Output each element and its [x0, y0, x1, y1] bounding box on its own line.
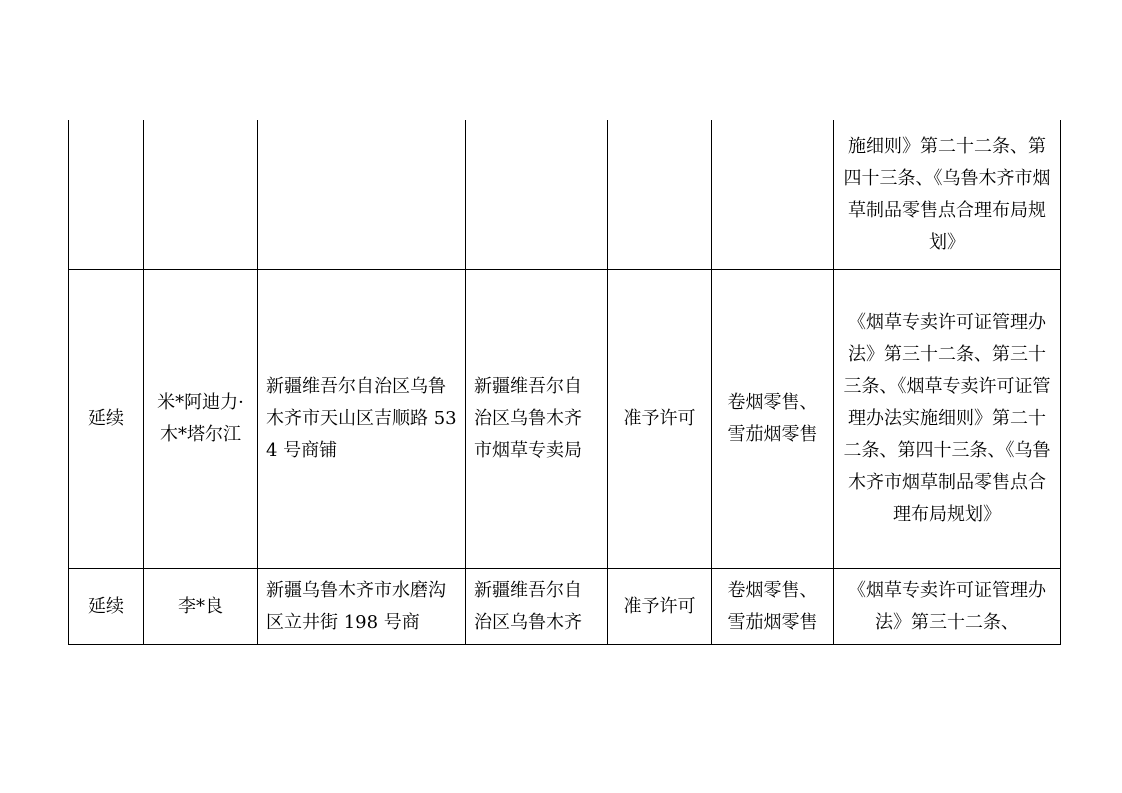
decision-cell: 准予许可	[608, 270, 712, 569]
authority-cell	[466, 120, 608, 270]
scope-cell	[712, 120, 834, 270]
scope-cell: 卷烟零售、雪茄烟零售	[712, 569, 834, 645]
authority-cell: 新疆维吾尔自治区乌鲁木齐	[466, 569, 608, 645]
authority-cell: 新疆维吾尔自治区乌鲁木齐市烟草专卖局	[466, 270, 608, 569]
type-cell	[69, 120, 144, 270]
address-cell: 新疆维吾尔自治区乌鲁木齐市天山区吉顺路 534 号商铺	[258, 270, 466, 569]
name-cell: 李*良	[144, 569, 258, 645]
decision-cell: 准予许可	[608, 569, 712, 645]
name-cell	[144, 120, 258, 270]
scope-cell: 卷烟零售、雪茄烟零售	[712, 270, 834, 569]
license-table	[68, 120, 1061, 645]
table-row	[69, 270, 1061, 569]
table-row	[69, 120, 1061, 270]
basis-cell: 《烟草专卖许可证管理办法》第三十二条、	[834, 569, 1061, 645]
name-cell: 米*阿迪力·木*塔尔江	[144, 270, 258, 569]
basis-cell: 《烟草专卖许可证管理办法》第三十二条、第三十三条、《烟草专卖许可证管理办法实施细则》第二十二条、第四十三条、《乌鲁木齐市烟草制品零售点合理布局规划》	[834, 270, 1061, 569]
address-cell	[258, 120, 466, 270]
basis-cell: 施细则》第二十二条、第四十三条、《乌鲁木齐市烟草制品零售点合理布局规划》	[834, 120, 1061, 270]
table-row	[69, 569, 1061, 645]
type-cell: 延续	[69, 569, 144, 645]
decision-cell	[608, 120, 712, 270]
address-cell: 新疆乌鲁木齐市水磨沟区立井街 198 号商	[258, 569, 466, 645]
type-cell: 延续	[69, 270, 144, 569]
